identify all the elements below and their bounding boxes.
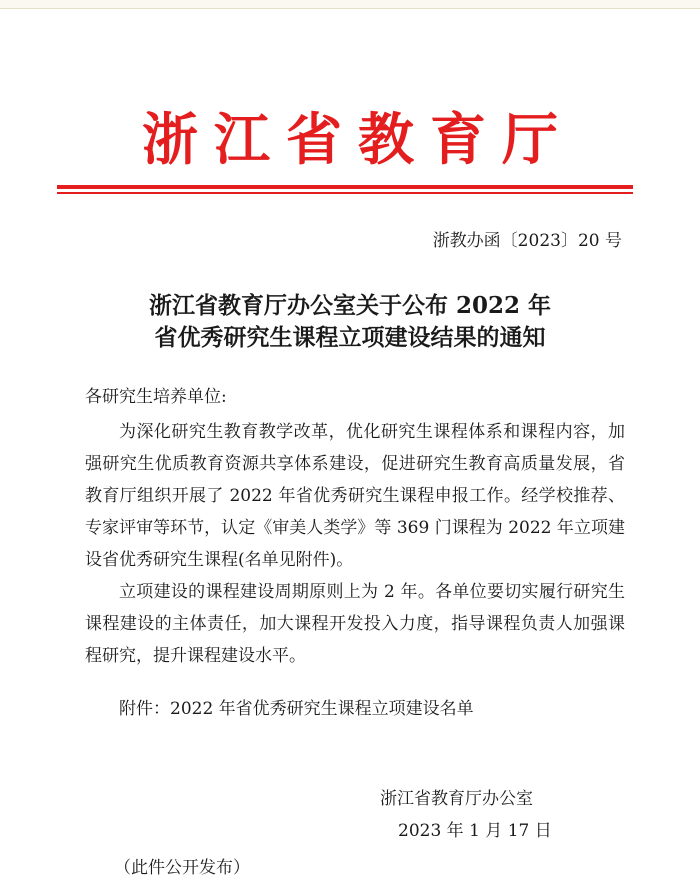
letterhead-red-rule-thin: [57, 192, 633, 194]
page-top-edge: [0, 0, 700, 9]
body-paragraph-2: 立项建设的课程建设周期原则上为 2 年。各单位要切实履行研究生课程建设的主体责任，加大课程开发投入力度，指导课程负责人加强课程研究，提升课程建设水平。: [85, 582, 625, 666]
issuer-signature: 浙江省教育厅办公室: [380, 789, 533, 809]
body-paragraph-1: 为深化研究生教育教学改革，优化研究生课程体系和课程内容，加强研究生优质教育资源共享体系建设，促进研究生教育高质量发展，省教育厅组织开展了 2022 年省优秀研究生课程申报工作。经学校推荐、专家评审等环节，认定《审美人类学》等 369 门课程为 2022 年立项建设省优秀研究生课程(名单见附件)。: [85, 422, 625, 570]
salutation: 各研究生培养单位:: [85, 387, 227, 407]
letterhead-red-rule-thick: [57, 185, 633, 189]
letterhead-org-name: 浙江省教育厅: [142, 107, 574, 173]
document-number: 浙教办函〔2023〕20 号: [432, 231, 622, 251]
document-title-line2: 省优秀研究生课程立项建设结果的通知: [154, 324, 546, 351]
disclosure-note: （此件公开发布）: [114, 858, 250, 878]
attachment-note: 附件：2022 年省优秀研究生课程立项建设名单: [119, 699, 474, 719]
issue-date: 2023 年 1 月 17 日: [398, 821, 552, 841]
document-title-line1: 浙江省教育厅办公室关于公布 2022 年: [148, 292, 552, 319]
